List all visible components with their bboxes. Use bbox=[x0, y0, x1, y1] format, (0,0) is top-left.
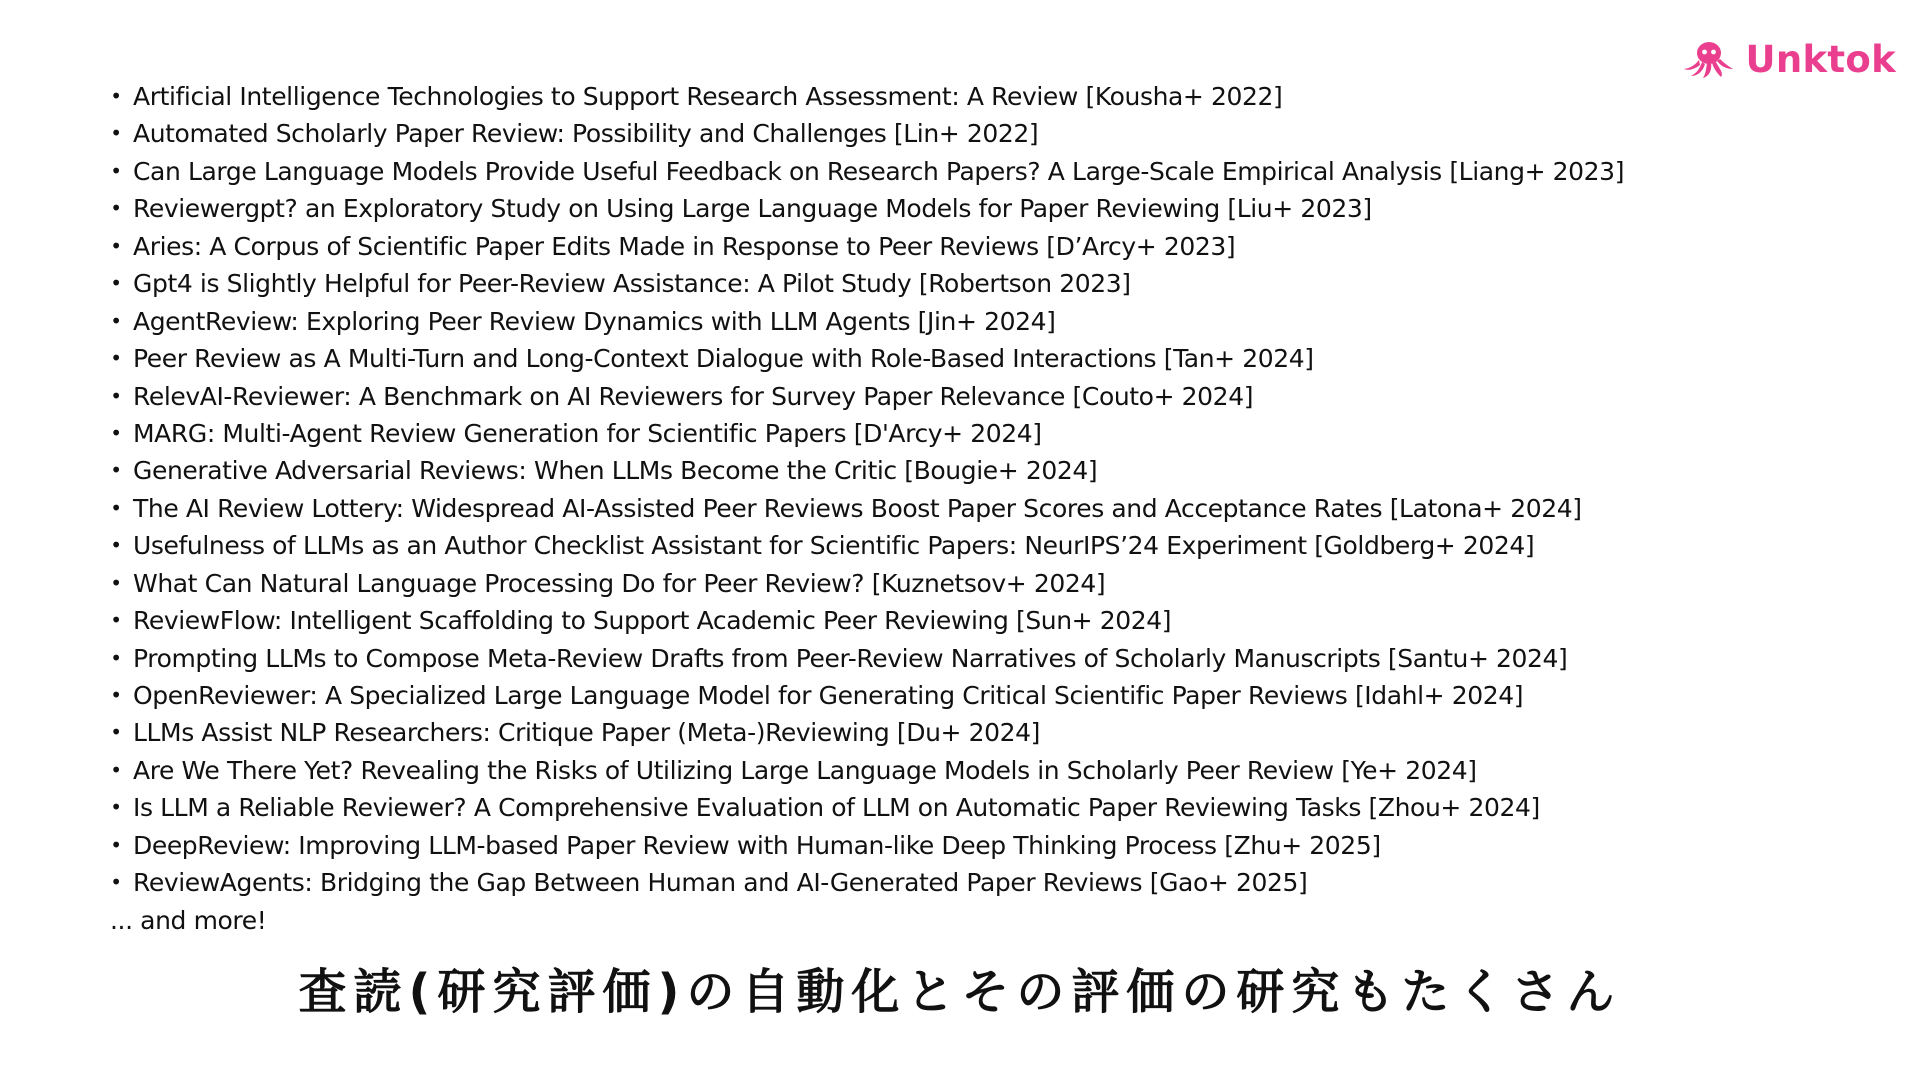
reference-title: AgentReview: Exploring Peer Review Dynamics with LLM Agents bbox=[133, 306, 911, 336]
reference-citation: [Gao+ 2025] bbox=[1149, 868, 1308, 898]
reference-title: Are We There Yet? Revealing the Risks of Utilizing Large Language Models in Scholarly Peer Review bbox=[133, 755, 1334, 785]
and-more-text: ... and more! bbox=[110, 906, 267, 935]
list-item bbox=[110, 78, 1753, 115]
list-item bbox=[110, 340, 1753, 377]
list-item bbox=[110, 415, 1753, 452]
reference-title: ReviewAgents: Bridging the Gap Between Human and AI-Generated Paper Reviews bbox=[133, 868, 1143, 898]
list-item bbox=[110, 677, 1753, 714]
bullet-icon: • bbox=[110, 757, 122, 782]
reference-citation: [Jin+ 2024] bbox=[917, 306, 1056, 336]
japanese-caption: 査読(研究評価)の自動化とその評価の研究もたくさん bbox=[298, 964, 1622, 1020]
list-item bbox=[110, 452, 1753, 489]
reference-citation: [Liang+ 2023] bbox=[1449, 156, 1625, 186]
reference-title: RelevAI-Reviewer: A Benchmark on AI Reviewers for Survey Paper Relevance bbox=[133, 381, 1065, 411]
reference-citation: [Sun+ 2024] bbox=[1015, 606, 1172, 636]
reference-title: LLMs Assist NLP Researchers: Critique Paper (Meta-)Reviewing bbox=[133, 718, 890, 748]
bullet-icon: • bbox=[110, 158, 122, 183]
bullet-icon: • bbox=[110, 420, 122, 445]
bullet-icon: • bbox=[110, 84, 122, 108]
list-item bbox=[110, 378, 1753, 415]
list-item bbox=[110, 527, 1753, 564]
list-item bbox=[110, 602, 1753, 639]
bullet-icon: • bbox=[110, 271, 122, 296]
reference-title: Can Large Language Models Provide Useful Feedback on Research Papers? A Large-Scale Empirical Analysis bbox=[133, 156, 1442, 186]
list-item bbox=[110, 864, 1753, 901]
bullet-icon: • bbox=[110, 720, 122, 745]
reference-citation: [Santu+ 2024] bbox=[1387, 643, 1568, 673]
bullet-icon: • bbox=[110, 608, 122, 633]
reference-citation: [Couto+ 2024] bbox=[1072, 381, 1254, 411]
reference-citation: [Goldberg+ 2024] bbox=[1314, 531, 1535, 561]
reference-citation: [Kuznetsov+ 2024] bbox=[871, 568, 1106, 598]
bullet-icon: • bbox=[110, 870, 122, 895]
octopus-icon bbox=[1679, 38, 1739, 80]
reference-citation: [Idahl+ 2024] bbox=[1354, 681, 1524, 710]
reference-citation: [Kousha+ 2022] bbox=[1085, 82, 1283, 111]
bullet-icon: • bbox=[110, 196, 122, 221]
list-item bbox=[110, 752, 1753, 789]
bullet-icon: • bbox=[110, 570, 122, 595]
reference-citation: [Zhu+ 2025] bbox=[1224, 830, 1381, 860]
bullet-icon: • bbox=[110, 495, 122, 520]
reference-citation: [Lin+ 2022] bbox=[893, 119, 1039, 149]
list-item bbox=[110, 490, 1753, 527]
list-item bbox=[110, 565, 1753, 602]
reference-citation: [Robertson 2023] bbox=[918, 269, 1131, 299]
reference-citation: [D’Arcy+ 2023] bbox=[1046, 231, 1236, 261]
bullet-icon: • bbox=[110, 533, 122, 558]
reference-title: The AI Review Lottery: Widespread AI-Assisted Peer Reviews Boost Paper Scores and Acceptance Rates bbox=[133, 493, 1383, 523]
brand-name: Unktok bbox=[1745, 37, 1896, 81]
bullet-icon: • bbox=[110, 233, 122, 258]
reference-title: Peer Review as A Multi-Turn and Long-Context Dialogue with Role-Based Interactions bbox=[133, 344, 1157, 374]
list-item bbox=[110, 228, 1753, 265]
reference-citation: [Liu+ 2023] bbox=[1227, 194, 1372, 224]
list-item bbox=[110, 265, 1753, 302]
reference-title: Artificial Intelligence Technologies to Support Research Assessment: A Review bbox=[133, 82, 1078, 111]
reference-citation: [Ye+ 2024] bbox=[1341, 755, 1477, 785]
reference-title: Automated Scholarly Paper Review: Possibility and Challenges bbox=[133, 119, 887, 149]
reference-citation: [Du+ 2024] bbox=[896, 718, 1040, 748]
reference-title: Gpt4 is Slightly Helpful for Peer-Review Assistance: A Pilot Study bbox=[133, 269, 912, 299]
list-item bbox=[110, 714, 1753, 751]
list-item bbox=[110, 789, 1753, 826]
reference-title: Usefulness of LLMs as an Author Checklist Assistant for Scientific Papers: NeurIPS’24 Experiment bbox=[133, 531, 1307, 561]
reference-citation: [Bougie+ 2024] bbox=[904, 456, 1098, 486]
reference-citation: [D'Arcy+ 2024] bbox=[853, 418, 1042, 448]
list-item bbox=[110, 190, 1753, 227]
reference-citation: [Zhou+ 2024] bbox=[1368, 793, 1540, 823]
reference-title: MARG: Multi-Agent Review Generation for Scientific Papers bbox=[133, 418, 847, 448]
bullet-icon: • bbox=[110, 121, 122, 146]
bullet-icon: • bbox=[110, 832, 122, 857]
bullet-icon: • bbox=[110, 795, 122, 820]
reference-title: Generative Adversarial Reviews: When LLMs Become the Critic bbox=[133, 456, 897, 486]
reference-citation: [Latona+ 2024] bbox=[1389, 493, 1582, 523]
list-item bbox=[110, 153, 1753, 190]
reference-title: Reviewergpt? an Exploratory Study on Using Large Language Models for Paper Reviewing bbox=[133, 194, 1220, 224]
reference-title: Aries: A Corpus of Scientific Paper Edits Made in Response to Peer Reviews bbox=[133, 231, 1039, 261]
bullet-icon: • bbox=[110, 308, 122, 333]
reference-title: Is LLM a Reliable Reviewer? A Comprehensive Evaluation of LLM on Automatic Paper Reviewing Tasks bbox=[133, 793, 1361, 823]
bullet-icon: • bbox=[110, 645, 122, 670]
bullet-icon: • bbox=[110, 383, 122, 408]
reference-title: ReviewFlow: Intelligent Scaffolding to Support Academic Peer Reviewing bbox=[133, 606, 1009, 636]
bullet-icon: • bbox=[110, 346, 122, 371]
reference-title: OpenReviewer: A Specialized Large Language Model for Generating Critical Scientific Paper Reviews bbox=[133, 681, 1348, 710]
brand-logo bbox=[1679, 38, 1896, 80]
list-item bbox=[110, 640, 1753, 677]
reference-title: DeepReview: Improving LLM-based Paper Review with Human-like Deep Thinking Process bbox=[133, 830, 1217, 860]
list-item bbox=[110, 303, 1753, 340]
list-item bbox=[110, 827, 1753, 864]
reference-title: What Can Natural Language Processing Do for Peer Review? bbox=[133, 568, 865, 598]
reference-list bbox=[110, 78, 1753, 902]
reference-title: Prompting LLMs to Compose Meta-Review Drafts from Peer-Review Narratives of Scholarly Manuscripts bbox=[133, 643, 1381, 673]
reference-citation: [Tan+ 2024] bbox=[1163, 344, 1314, 374]
bullet-icon: • bbox=[110, 683, 122, 707]
list-item bbox=[110, 115, 1753, 152]
bullet-icon: • bbox=[110, 458, 122, 483]
